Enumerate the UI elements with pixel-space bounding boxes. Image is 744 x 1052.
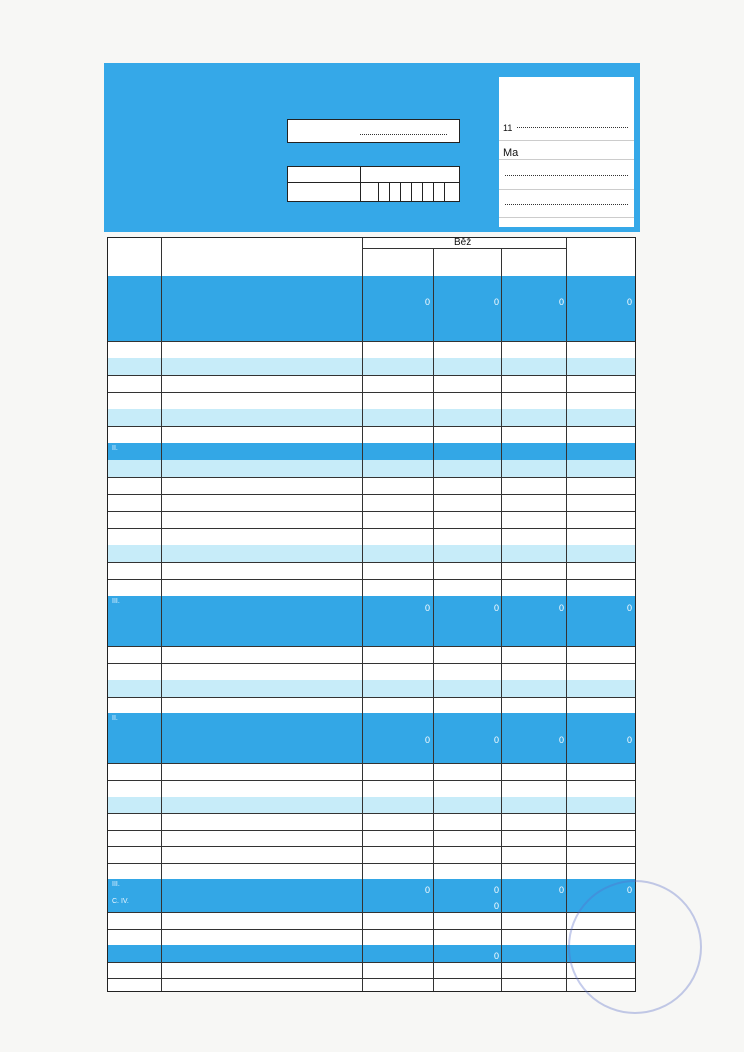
table-row: [108, 409, 635, 427]
row-roman-label: III.: [112, 598, 120, 605]
table-row: [108, 763, 635, 781]
table-row: [108, 630, 635, 647]
table-row: [108, 830, 635, 847]
table-row: [108, 392, 635, 410]
table-row: [108, 929, 635, 946]
table-row: [108, 697, 635, 714]
table-row: III. 0 0 0 0: [108, 596, 635, 615]
table-row: [108, 614, 635, 631]
table-row: [108, 912, 635, 930]
table-row: [108, 846, 635, 864]
table-row: [108, 646, 635, 664]
table-row: [108, 797, 635, 814]
table-row: [108, 746, 635, 764]
table-row: [108, 477, 635, 495]
table-row: 0 0 0 0: [108, 730, 635, 747]
table-row: [108, 308, 635, 326]
table-row: [108, 813, 635, 831]
table-row: [108, 863, 635, 880]
table-header-row: [108, 238, 635, 277]
table-row: [108, 713, 635, 731]
table-row: [108, 494, 635, 512]
panel-code: 11: [503, 123, 513, 133]
table-row: [108, 962, 635, 979]
table-row: [108, 358, 635, 376]
row-roman-label: II.: [112, 715, 118, 722]
row-roman-label: III.: [112, 881, 120, 888]
table-row: [108, 562, 635, 580]
panel-label: Ma: [503, 147, 519, 159]
table-row: [108, 276, 635, 292]
table-row: [108, 545, 635, 563]
table-row: 0 0 0 0: [108, 291, 635, 309]
column-group-header: Běž: [454, 237, 472, 248]
form-header: [104, 63, 640, 232]
table-row: [108, 426, 635, 444]
table-row: [108, 663, 635, 681]
identification-grid: [287, 166, 460, 202]
table-row: [108, 680, 635, 698]
table-row: C. IV. 0: [108, 896, 635, 913]
official-stamp: [568, 880, 702, 1014]
table-row: [108, 341, 635, 359]
table-row: [108, 579, 635, 597]
right-info-panel: [499, 77, 634, 227]
table-row: [108, 511, 635, 529]
table-row: [108, 375, 635, 393]
table-row: 0: [108, 945, 635, 963]
table-row: [108, 460, 635, 478]
financial-table: [107, 237, 636, 992]
table-row: [108, 780, 635, 798]
table-row: III. 0 0 0 0: [108, 879, 635, 897]
row-roman-label: II.: [112, 445, 118, 452]
row-roman-label: C. IV.: [112, 898, 129, 905]
table-row: [108, 978, 635, 991]
table-row: [108, 443, 635, 461]
table-row: [108, 325, 635, 342]
table-row: [108, 528, 635, 546]
header-input-box: [287, 119, 460, 143]
